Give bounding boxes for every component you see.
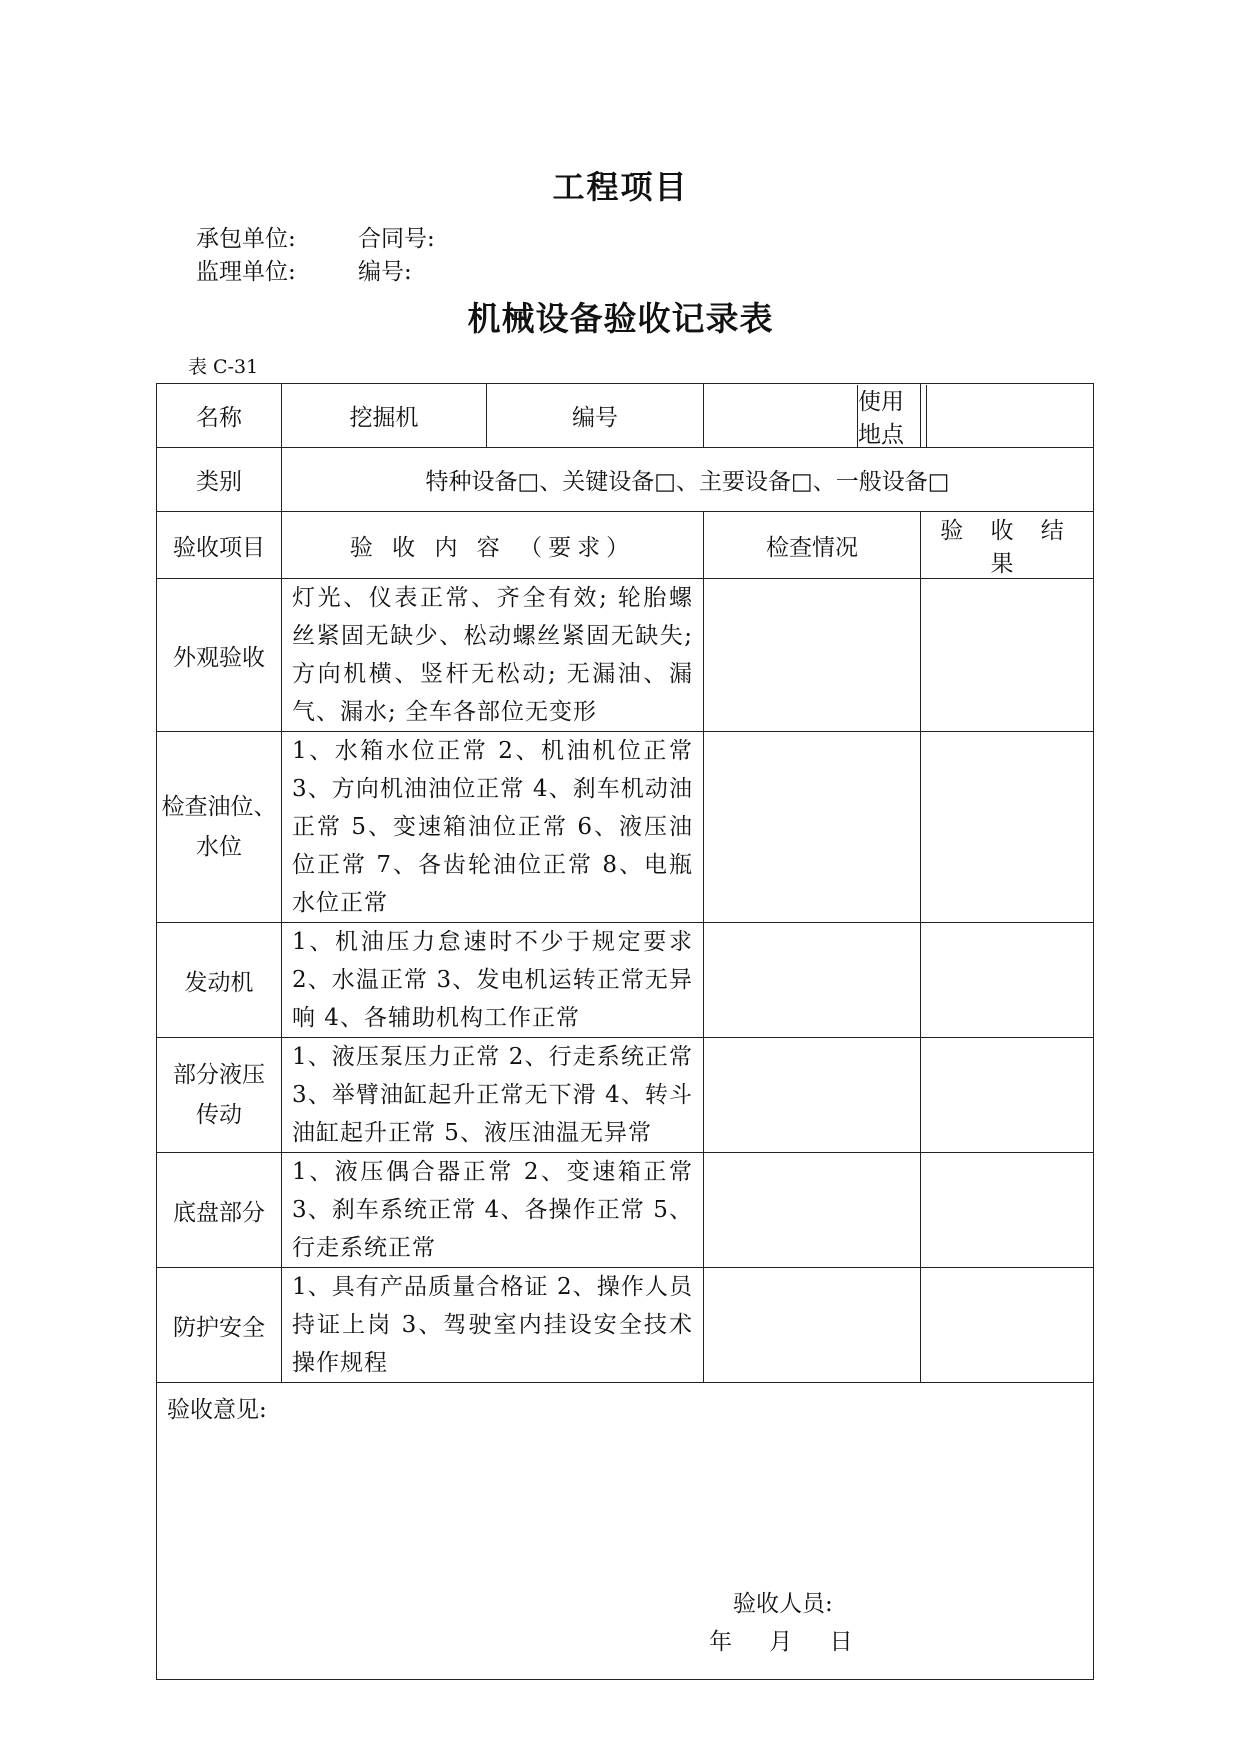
row-check-cell xyxy=(704,732,921,923)
row-item: 部分液压传动 xyxy=(157,1038,282,1153)
opinion-row xyxy=(157,1383,1094,1680)
header-check: 检查情况 xyxy=(704,512,921,579)
row-content: 灯光、仪表正常、齐全有效; 轮胎螺丝紧固无缺少、松动螺丝紧固无缺失; 方向机横、竖杆无松动; 无漏油、漏气、漏水; 全车各部位无变形 xyxy=(282,579,704,732)
opinion-label: 验收意见: xyxy=(167,1397,267,1423)
location-value xyxy=(927,385,1093,447)
number-value xyxy=(704,385,858,447)
date-label: 年 月 日 xyxy=(709,1629,853,1655)
location-value-cell xyxy=(921,384,1094,448)
row-result-cell xyxy=(921,1153,1094,1268)
opinion-cell xyxy=(157,1383,1094,1680)
row-check-cell xyxy=(704,579,921,732)
supervisor-label: 监理单位: xyxy=(196,259,296,285)
row-content: 1、液压泵压力正常 2、行走系统正常 3、举臂油缸起升正常无下滑 4、转斗油缸起升正常 5、液压油温无异常 xyxy=(282,1038,704,1153)
name-row xyxy=(157,384,1094,448)
name-value: 挖掘机 xyxy=(282,384,487,448)
project-title: 工程项目 xyxy=(552,168,689,206)
serial-no-label: 编号: xyxy=(358,259,412,285)
category-label: 类别 xyxy=(157,448,282,512)
number-location-cell xyxy=(704,384,921,448)
header-row xyxy=(157,512,1094,579)
table-row xyxy=(157,923,1094,1038)
category-value: 特种设备□、关键设备□、主要设备□、一般设备□ xyxy=(282,448,1094,512)
table-row xyxy=(157,1038,1094,1153)
location-label: 使用地点 xyxy=(858,388,904,448)
row-content: 1、机油压力怠速时不少于规定要求 2、水温正常 3、发电机运转正常无异响 4、各辅助机构工作正常 xyxy=(282,923,704,1038)
row-check-cell xyxy=(704,923,921,1038)
table-row xyxy=(157,1153,1094,1268)
row-item: 发动机 xyxy=(157,923,282,1038)
number-label: 编号 xyxy=(487,384,704,448)
row-item: 外观验收 xyxy=(157,579,282,732)
form-title: 机械设备验收记录表 xyxy=(467,299,774,338)
form-code: 表 C-31 xyxy=(188,356,259,378)
row-check-cell xyxy=(704,1153,921,1268)
row-item: 防护安全 xyxy=(157,1268,282,1383)
row-content: 1、具有产品质量合格证 2、操作人员持证上岗 3、驾驶室内挂设安全技术操作规程 xyxy=(282,1268,704,1383)
contract-no-label: 合同号: xyxy=(358,226,435,252)
row-result-cell xyxy=(921,1038,1094,1153)
row-content: 1、液压偶合器正常 2、变速箱正常 3、刹车系统正常 4、各操作正常 5、行走系统正常 xyxy=(282,1153,704,1268)
category-row xyxy=(157,448,1094,512)
name-label: 名称 xyxy=(157,384,282,448)
contractor-label: 承包单位: xyxy=(196,226,296,252)
table-row xyxy=(157,1268,1094,1383)
inspector-label: 验收人员: xyxy=(733,1591,833,1617)
table-row xyxy=(157,732,1094,923)
row-result-cell xyxy=(921,732,1094,923)
row-check-cell xyxy=(704,1268,921,1383)
acceptance-table xyxy=(156,383,1094,1680)
header-content: 验 收 内 容 （要求） xyxy=(282,512,704,579)
row-result-cell xyxy=(921,579,1094,732)
row-result-cell xyxy=(921,1268,1094,1383)
row-content: 1、水箱水位正常 2、机油机位正常 3、方向机油油位正常 4、刹车机动油正常 5、变速箱油位正常 6、液压油位正常 7、各齿轮油位正常 8、电瓶水位正常 xyxy=(282,732,704,923)
header-item: 验收项目 xyxy=(157,512,282,579)
row-check-cell xyxy=(704,1038,921,1153)
table-row xyxy=(157,579,1094,732)
row-result-cell xyxy=(921,923,1094,1038)
header-result: 验 收 结 果 xyxy=(921,512,1094,579)
row-item: 底盘部分 xyxy=(157,1153,282,1268)
row-item: 检查油位、水位 xyxy=(157,732,282,923)
